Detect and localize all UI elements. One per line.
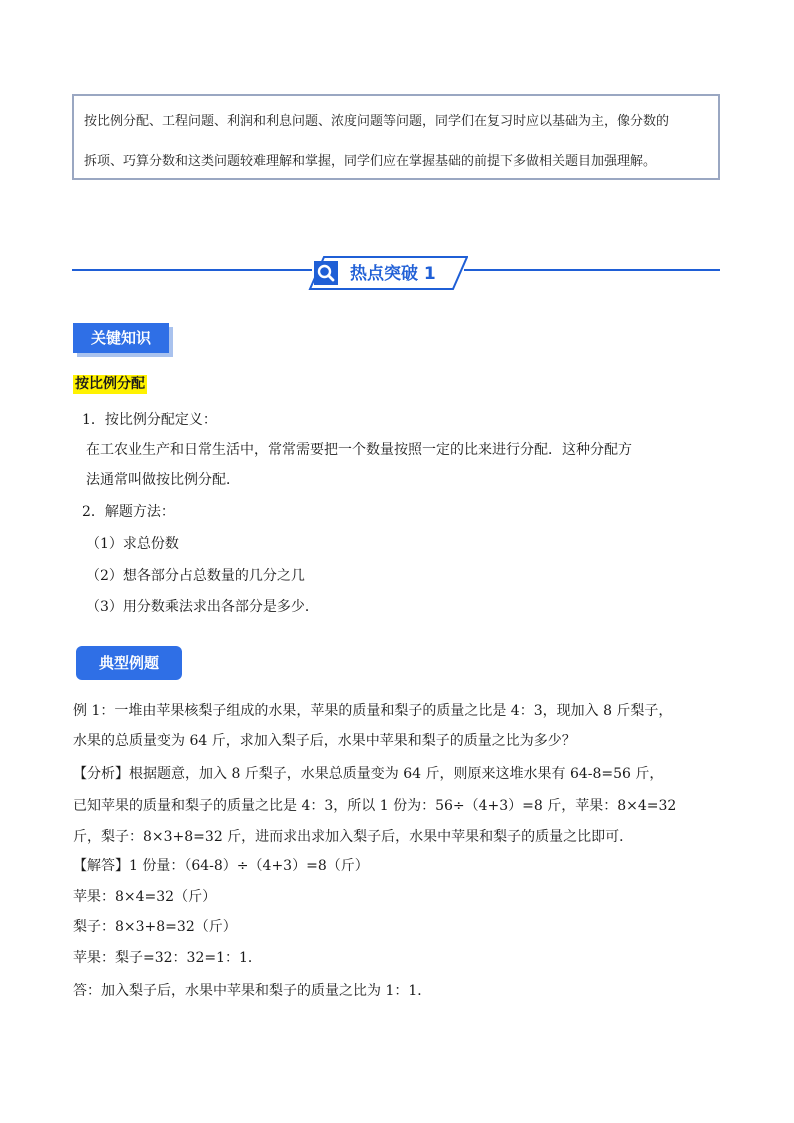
banner-rule-left (72, 269, 312, 271)
solution-line-4: 苹果：梨子=32：32=1：1． (73, 950, 262, 966)
analysis-line-3: 斤，梨子：8×3+8=32 斤，进而求出求加入梨子后，水果中苹果和梨子的质量之比即可． (73, 829, 634, 845)
method-step-3: （3）用分数乘法求出各部分是多少． (86, 599, 319, 615)
banner-title: 热点突破 1 (350, 264, 436, 284)
solution-line-2: 苹果：8×4=32（斤） (73, 889, 217, 905)
answer-line: 答：加入梨子后，水果中苹果和梨子的质量之比为 1：1． (73, 983, 432, 999)
solution-line-1: 【解答】1 份量：（64-8）÷（4+3）=8（斤） (73, 858, 369, 874)
typical-example-tag: 典型例题 (76, 646, 182, 680)
topic-heading: 按比例分配 (75, 376, 145, 392)
intro-line-1: 按比例分配、工程问题、利润和利息问题、浓度问题等问题，同学们在复习时应以基础为主，像分数的 (84, 114, 670, 129)
intro-box (72, 94, 720, 180)
analysis-line-1: 【分析】根据题意，加入 8 斤梨子，水果总质量变为 64 斤，则原来这堆水果有 64-8=56 斤， (73, 766, 664, 782)
banner-rule-right (464, 269, 720, 271)
analysis-line-2: 已知苹果的质量和梨子的质量之比是 4：3，所以 1 份为：56÷（4+3）=8 斤，苹果：8×4=32 (73, 798, 677, 814)
method-step-2: （2）想各部分占总数量的几分之几 (86, 568, 305, 584)
banner-badge (308, 256, 468, 290)
method-step-1: （1）求总份数 (86, 536, 179, 552)
section-banner (72, 252, 720, 292)
example-question-line-1: 例 1：一堆由苹果核梨子组成的水果，苹果的质量和梨子的质量之比是 4：3，现加入 8 斤梨子， (73, 703, 673, 719)
key-knowledge-tag: 关键知识 (73, 323, 169, 353)
method-heading: 2．解题方法： (82, 504, 175, 520)
definition-heading: 1．按比例分配定义： (82, 412, 217, 428)
search-icon (314, 261, 338, 285)
definition-line-2: 法通常叫做按比例分配． (86, 472, 240, 488)
example-question-line-2: 水果的总质量变为 64 斤，求加入梨子后，水果中苹果和梨子的质量之比为多少？ (73, 733, 576, 749)
solution-line-3: 梨子：8×3+8=32（斤） (73, 919, 237, 935)
definition-line-1: 在工农业生产和日常生活中，常常需要把一个数量按照一定的比来进行分配．这种分配方 (86, 442, 632, 458)
intro-line-2: 拆项、巧算分数和这类问题较难理解和掌握，同学们应在掌握基础的前提下多做相关题目加强理解。 (84, 154, 657, 169)
